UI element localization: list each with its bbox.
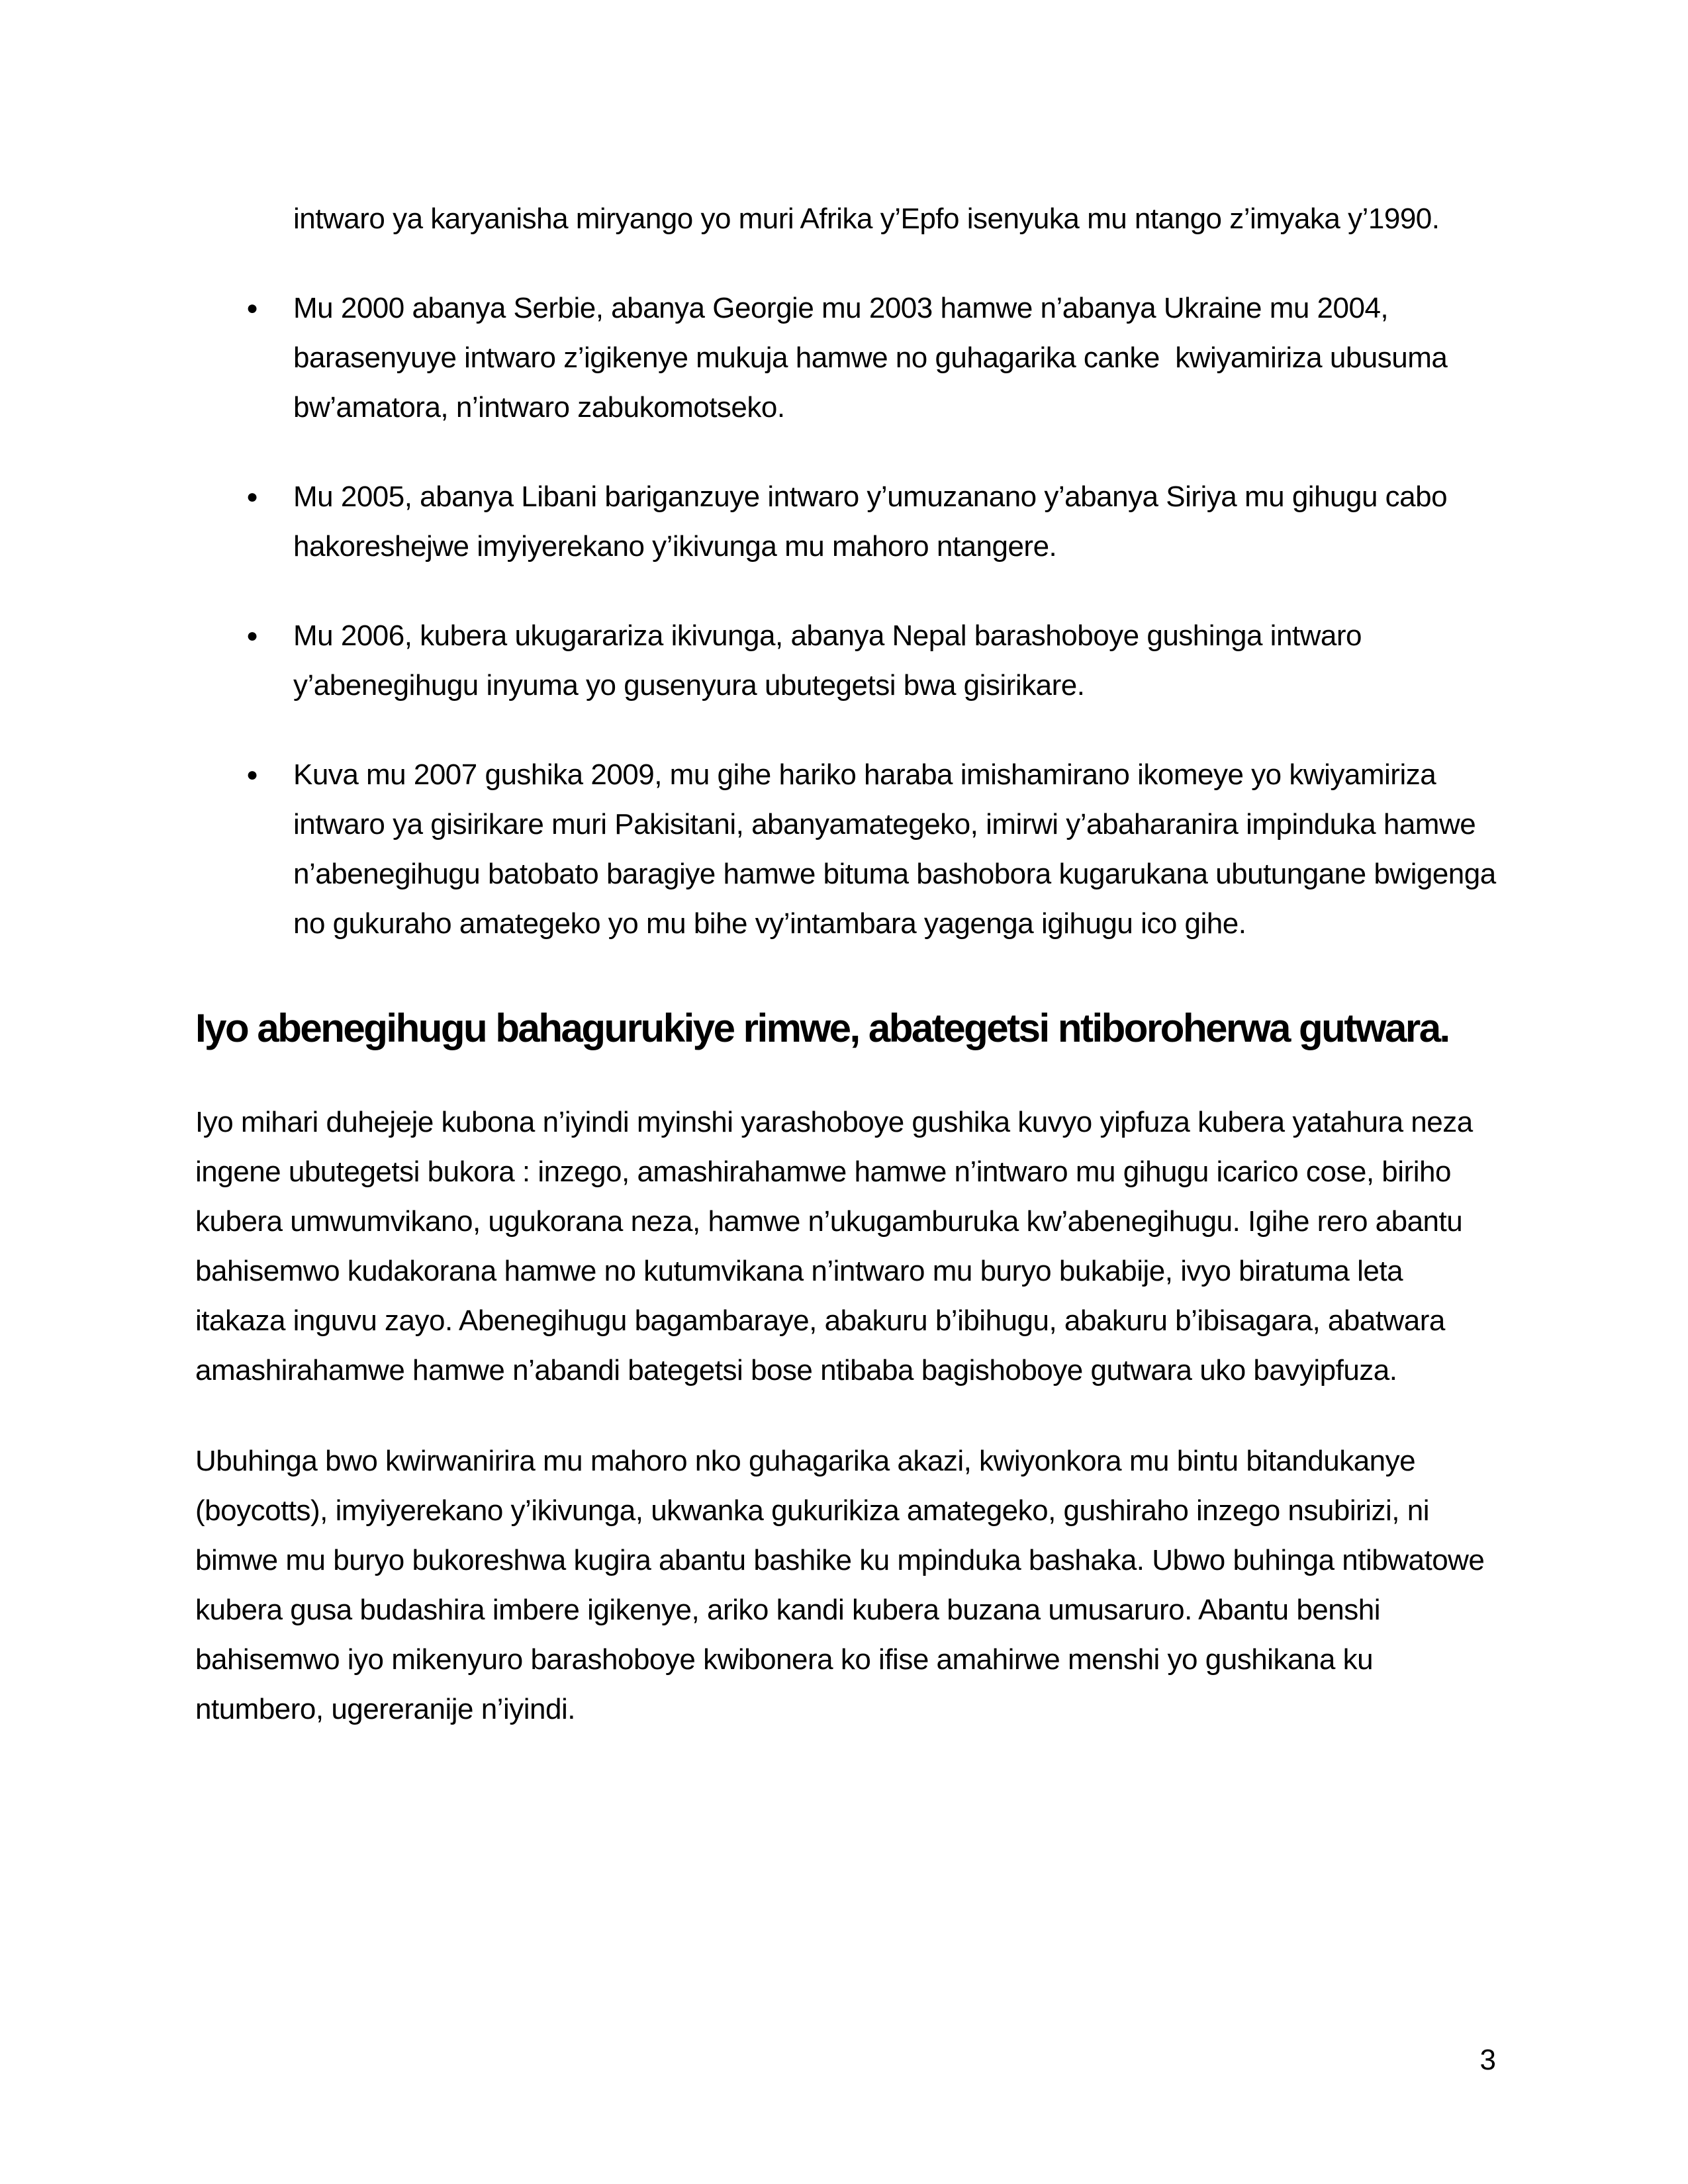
page-content: [195, 194, 1504, 1775]
list-item: [195, 611, 1496, 710]
bullet-icon: ●: [246, 297, 258, 319]
list-item-text: Mu 2005, abanya Libani bariganzuye intwaro y’umuzanano y’abanya Siriya mu gihugu cabo hakoreshejwe imyiyerekano y’ikivunga mu mahoro ntangere.: [293, 480, 1455, 563]
list-item: [195, 472, 1496, 571]
bullet-icon: ●: [246, 486, 258, 508]
body-paragraph: Iyo mihari duhejeje kubona n’iyindi myinshi yarashoboye gushika kuvyo yipfuza kubera yatahura neza ingene ubutegetsi bukora : inzego, amashirahamwe hamwe n’intwaro mu gihugu icarico cose, biriho kubera umwumvikano, ugukorana neza, hamwe n’ukugamburuka kw’abenegihugu. Igihe rero abantu bahisemwo kudakorana hamwe no kutumvikana n’intwaro mu buryo bukabije, ivyo biratuma leta itakaza inguvu zayo. Abenegihugu bagambaraye, abakuru b’ibihugu, abakuru b’ibisagara, abatwara amashirahamwe hamwe n’abandi bategetsi bose ntibaba bagishoboye gutwara uko bavyipfuza.: [195, 1106, 1481, 1387]
section-heading: Iyo abenegihugu bahagurukiye rimwe, abategetsi ntiboroherwa gutwara.: [195, 1006, 1449, 1050]
list-item-text: Mu 2006, kubera ukugarariza ikivunga, abanya Nepal barashoboye gushinga intwaro y’abenegihugu inyuma yo gusenyura ubutegetsi bwa gisirikare.: [293, 619, 1370, 702]
page-number: 3: [1479, 2044, 1496, 2076]
list-item-text: Mu 2000 abanya Serbie, abanya Georgie mu 2003 hamwe n’abanya Ukraine mu 2004, barasenyuye intwaro z’igikenye mukuja hamwe no guhagarika canke kwiyamiriza ubusuma bw’amatora, n’intwaro zabukomotseko.: [293, 292, 1456, 424]
bullet-list: [195, 283, 1504, 948]
body-paragraph: Ubuhinga bwo kwirwanirira mu mahoro nko guhagarika akazi, kwiyonkora mu bintu bitandukanye (boycotts), imyiyerekano y’ikivunga, ukwanka gukurikiza amategeko, gushiraho inzego nsubirizi, ni bimwe mu buryo bukoreshwa kugira abantu bashike ku mpinduka bashaka. Ubwo buhinga ntibwatowe kubera gusa budashira imbere igikenye, ariko kandi kubera buzana umusaruro. Abantu benshi bahisemwo iyo mikenyuro barashoboye kwibonera ko ifise amahirwe menshi yo gushikana ku ntumbero, ugereranije n’iyindi.: [195, 1445, 1493, 1725]
bullet-icon: ●: [246, 625, 258, 647]
list-item: [195, 750, 1504, 948]
bullet-icon: ●: [246, 764, 258, 786]
list-item: [195, 283, 1496, 432]
bullet-continuation-text: intwaro ya karyanisha miryango yo muri Afrika y’Epfo isenyuka mu ntango z’imyaka y’1990.: [293, 203, 1440, 235]
list-item-text: Kuva mu 2007 gushika 2009, mu gihe hariko haraba imishamirano ikomeye yo kwiyamiriza intwaro ya gisirikare muri Pakisitani, abanyamategeko, imirwi y’abaharanira impinduka hamwe n’abenegihugu batobato baragiye hamwe bituma bashobora kugarukana ubutungane bwigenga no gukuraho amategeko yo mu bihe vy’intambara yagenga igihugu ico gihe.: [293, 758, 1504, 940]
